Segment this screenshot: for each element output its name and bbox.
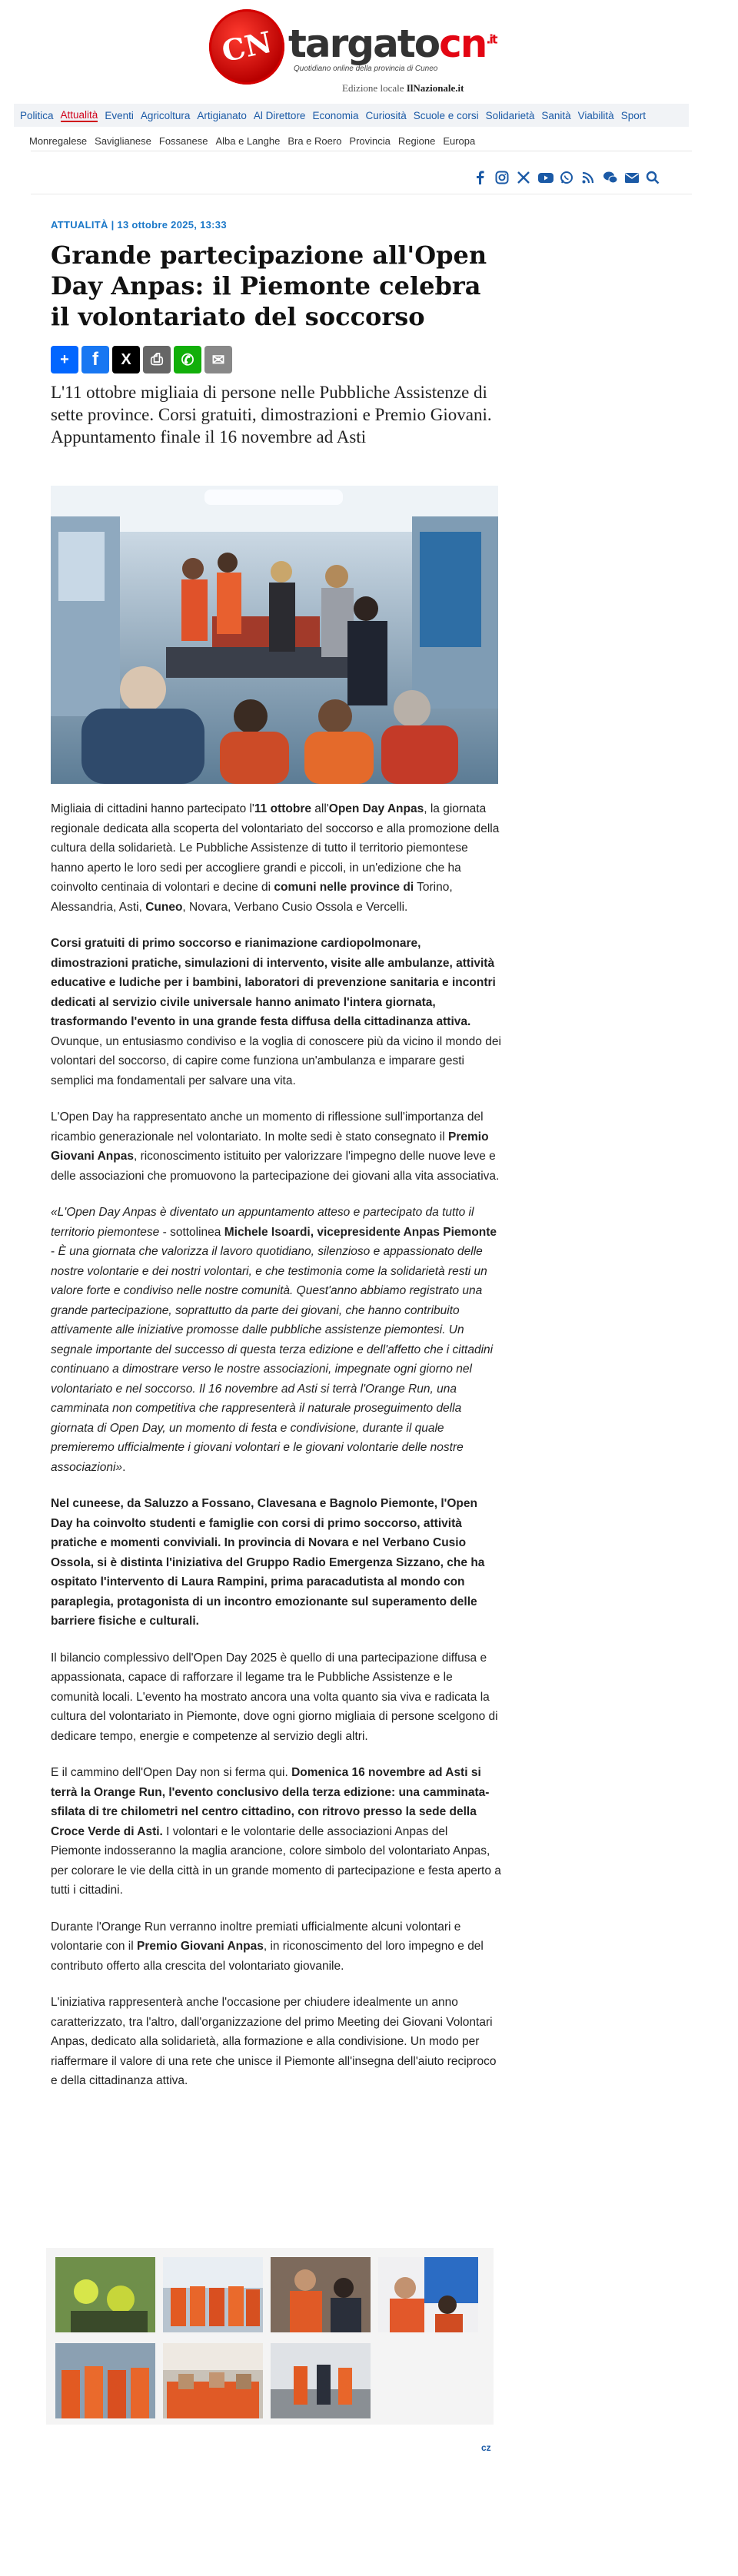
article-subtitle: L'11 ottobre migliaia di persone nelle Pubbliche Assistenze di sette province. Corsi gratuiti, dimostrazioni e Premio Giovani. Appuntamento finale il 16 novembre ad Asti	[51, 383, 492, 446]
author-mark: cz	[481, 2442, 491, 2453]
facebook-icon[interactable]	[474, 171, 487, 184]
paragraph: L'Open Day ha rappresentato anche un momento di riflessione sull'importanza del ricambio generazionale nel volontariato. In molte sedi è stato consegnato il Premio Giovani Anpas, riconoscimento istituito per valorizzare l'impegno delle nuove leve e delle associazioni che promuovono la partecipazione dei giovani alla vita associativa.	[51, 1110, 500, 1183]
article-body	[51, 799, 501, 2108]
nav-item-al-direttore[interactable]: Al Direttore	[253, 109, 306, 121]
whatsapp-icon[interactable]	[560, 171, 573, 184]
paragraph: Corsi gratuiti di primo soccorso e rianimazione cardiopolmonare, dimostrazioni pratiche, simulazioni di intervento, visite alle ambulanze, attività educative e ludiche per i bambini, laboratori di prevenzione sanitaria e incontri dedicati al servizio civile universale hanno animato l'intera giornata, trasformando l'evento in una grande festa diffusa della cittadinanza attiva. Ovunque, un entusiasmo condiviso e la voglia di conoscere più da vicino il mondo dei volontari del soccorso, di capire come funziona un'ambulanza e imparare gesti semplici ma fondamentali per salvare una vita.	[51, 937, 501, 1087]
share-bar	[51, 346, 232, 373]
logo-wordmark: targatocn$^{.it}$	[288, 22, 497, 66]
nav-item-politica[interactable]: Politica	[20, 109, 54, 121]
email-icon[interactable]	[624, 171, 638, 184]
local-nav-item[interactable]: Europa	[443, 135, 476, 147]
nav-item-eventi[interactable]: Eventi	[105, 109, 134, 121]
share-print-button[interactable]: ⎙	[143, 346, 171, 373]
paragraph: Il bilancio complessivo dell'Open Day 2025 è quello di una partecipazione diffusa e appassionata, capace di rafforzare il legame tra le Pubbliche Assistenze e le comunità locali. L'evento ha mostrato ancora una volta quanto sia viva e radicata la cultura del volontariato in Piemonte, dove ogni giorno migliaia di persone scelgono di dedicare tempo, energie e competenze al servizio degli altri.	[51, 1651, 498, 1743]
paragraph: L'iniziativa rappresenterà anche l'occasione per chiudere idealmente un anno caratterizzato, tra l'altro, dall'organizzazione del primo Meeting dei Giovani Volontari Anpas, dedicato alla solidarietà, alla formazione e alla condivisione. Un modo per riaffermare il valore di una rete che unisce il Piemonte all'insegna dell'aiuto reciproco e della cittadinanza attiva.	[51, 1996, 497, 2087]
nav-item-agricoltura[interactable]: Agricoltura	[140, 109, 191, 121]
share-email-button[interactable]: ✉	[204, 346, 232, 373]
gallery-thumb[interactable]	[378, 2257, 478, 2332]
gallery-thumb[interactable]	[163, 2343, 263, 2418]
article-headline: Grande partecipazione all'Open Day Anpas: il Piemonte celebra il volontariato del soccorso	[51, 241, 487, 331]
logo-badge: CN	[209, 9, 284, 85]
nav-item-sanità[interactable]: Sanità	[541, 109, 571, 121]
paragraph: Durante l'Orange Run verranno inoltre premiati ufficialmente alcuni volontari e volontarie con il Premio Giovani Anpas, in riconoscimento del loro impegno e del contributo offerto alla crescita del volontariato giovanile.	[51, 1920, 484, 1973]
paragraph: Nel cuneese, da Saluzzo a Fossano, Clavesana e Bagnolo Piemonte, l'Open Day ha coinvolto studenti e famiglie con corsi di primo soccorso, attività pratiche e momenti conviviali. In provincia di Novara e nel Verbano Cusio Ossola, si è distinta l'iniziativa del Gruppo Radio Emergenza Sizzano, che ha ospitato l'intervento di Laura Rampini, prima paracadutista al mondo con paraplegia, protagonista di un incontro emozionante sul superamento delle barriere fisiche e culturali.	[51, 1497, 485, 1628]
local-nav	[29, 135, 483, 147]
site-logo[interactable]	[208, 8, 500, 96]
local-nav-item[interactable]: Bra e Roero	[288, 135, 342, 147]
instagram-icon[interactable]	[495, 171, 509, 184]
wechat-icon[interactable]	[603, 171, 617, 184]
quote-paragraph: «L'Open Day Anpas è diventato un appuntamento atteso e partecipato da tutto il territorio piemontese - sottolinea Michele Isoardi, vicepresidente Anpas Piemonte - È una giornata che valorizza il lavoro quotidiano, silenzioso e appassionato delle nostre volontarie e dei nostri volontari, e che testimonia come la solidarietà resti un valore forte e condiviso nelle nostre comunità. Quest'anno abbiamo registrato una grande partecipazione, soprattutto da parte dei giovani, che hanno contribuito attivamente alle iniziative promosse dalle pubbliche assistenze piemontesi. Un segnale importante del successo di questa terza edizione e dell'affetto che i cittadini continuano a dimostrare verso le nostre associazioni, impegnate ogni giorno nel volontariato e nel soccorso. Il 16 novembre ad Asti si terrà l'Orange Run, una camminata non competitiva che rappresenterà il naturale proseguimento della giornata di Open Day, un momento di festa e condivisione, durante il quale premieremo ufficialmente i giovani volontari e le giovani volontarie delle nostre associazioni».	[51, 1206, 497, 1474]
edition-label[interactable]: Edizione locale IlNazionale.it	[342, 82, 464, 94]
local-nav-item[interactable]: Saviglianese	[95, 135, 151, 147]
search-icon[interactable]	[646, 171, 660, 184]
share-x-button[interactable]: X	[112, 346, 140, 373]
local-nav-item[interactable]: Monregalese	[29, 135, 88, 147]
nav-item-artigianato[interactable]: Artigianato	[197, 109, 247, 121]
nav-item-economia[interactable]: Economia	[312, 109, 359, 121]
article-main-photo[interactable]	[51, 486, 498, 784]
nav-item-scuole-e-corsi[interactable]: Scuole e corsi	[413, 109, 479, 121]
article-kicker[interactable]: ATTUALITÀ | 13 ottobre 2025, 13:33	[51, 219, 227, 231]
social-links	[474, 171, 660, 184]
gallery-thumb[interactable]	[271, 2257, 371, 2332]
share-all-button[interactable]: +	[51, 346, 78, 373]
photo-gallery	[46, 2248, 494, 2425]
gallery-thumb[interactable]	[271, 2343, 371, 2418]
share-whatsapp-button[interactable]: ✆	[174, 346, 201, 373]
nav-item-curiosità[interactable]: Curiosità	[365, 109, 407, 121]
x-icon[interactable]	[517, 171, 530, 184]
main-nav	[14, 104, 689, 127]
local-nav-item[interactable]: Fossanese	[158, 135, 208, 147]
paragraph: Migliaia di cittadini hanno partecipato l'11 ottobre all'Open Day Anpas, la giornata regionale dedicata alla scoperta del volontariato del soccorso e alla promozione della cultura della solidarietà. Le Pubbliche Assistenze di tutto il territorio piemontese hanno aperto le loro sedi per accogliere grandi e piccoli, in un'edizione che ha coinvolto centinaia di volontari e decine di comuni nelle province di Torino, Alessandria, Asti, Cuneo, Novara, Verbano Cusio Ossola e Vercelli.	[51, 802, 500, 914]
nav-item-sport[interactable]: Sport	[620, 109, 646, 121]
gallery-thumb[interactable]	[163, 2257, 263, 2332]
local-nav-item[interactable]: Alba e Langhe	[215, 135, 281, 147]
gallery-thumb[interactable]	[55, 2343, 155, 2418]
rss-icon[interactable]	[581, 171, 595, 184]
local-nav-item[interactable]: Regione	[397, 135, 436, 147]
nav-item-viabilità[interactable]: Viabilità	[577, 109, 614, 121]
nav-item-solidarietà[interactable]: Solidarietà	[485, 109, 535, 121]
logo-tagline: Quotidiano online della provincia di Cuneo	[294, 65, 438, 73]
paragraph: E il cammino dell'Open Day non si ferma qui. Domenica 16 novembre ad Asti si terrà la Orange Run, l'evento conclusivo della terza edizione: una camminata-sfilata di tre chilometri nel centro cittadino, con ritrovo presso la sede della Croce Verde di Asti. I volontari e le volontarie delle associazioni Anpas del Piemonte indosseranno la maglia arancione, colore simbolo del volontariato Anpas, per colorare le vie della città in un grande momento di partecipazione e festa aperto a tutti i cittadini.	[51, 1766, 501, 1897]
share-facebook-button[interactable]: f	[81, 346, 109, 373]
local-nav-item[interactable]: Provincia	[349, 135, 391, 147]
youtube-icon[interactable]	[538, 171, 552, 184]
gallery-thumb[interactable]	[55, 2257, 155, 2332]
nav-item-attualità[interactable]: Attualità	[60, 108, 98, 121]
